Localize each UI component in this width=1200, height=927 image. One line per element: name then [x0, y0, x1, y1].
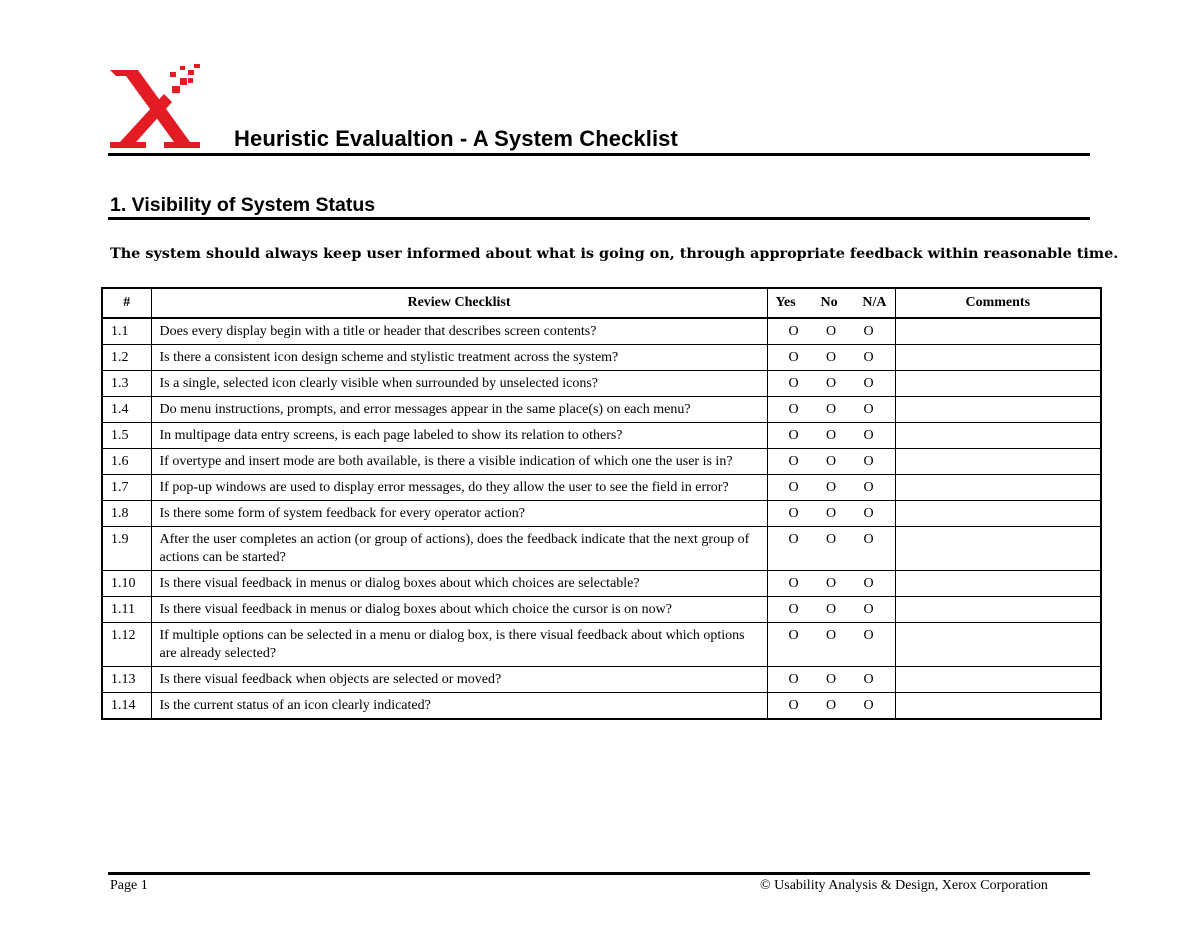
table-row	[102, 571, 1101, 597]
xerox-logo	[108, 64, 204, 148]
row-options	[767, 693, 895, 720]
row-options	[767, 597, 895, 623]
row-number: 1.8	[102, 501, 151, 527]
yes-radio[interactable]: O	[788, 324, 799, 339]
no-radio[interactable]: O	[825, 350, 837, 365]
yes-radio[interactable]: O	[788, 576, 799, 591]
row-question: Is the current status of an icon clearly indicated?	[151, 693, 767, 720]
page-number: Page 1	[110, 878, 148, 893]
row-number: 1.9	[102, 527, 151, 571]
row-question: Is there some form of system feedback for every operator action?	[151, 501, 767, 527]
row-comments-cell[interactable]	[895, 423, 1101, 449]
na-radio[interactable]: O	[863, 376, 874, 391]
logo-pixel	[194, 64, 200, 68]
row-question: If overtype and insert mode are both available, is there a visible indication of which one the user is in?	[151, 449, 767, 475]
row-question: If multiple options can be selected in a menu or dialog box, is there visual feedback about which options are already selected?	[151, 623, 767, 667]
na-radio[interactable]: O	[863, 628, 874, 643]
row-options	[767, 397, 895, 423]
table-row	[102, 667, 1101, 693]
row-number: 1.14	[102, 693, 151, 720]
row-number: 1.2	[102, 345, 151, 371]
row-comments-cell[interactable]	[895, 371, 1101, 397]
col-header-num: #	[102, 288, 151, 318]
table-row	[102, 501, 1101, 527]
yes-radio[interactable]: O	[788, 402, 799, 417]
yes-radio[interactable]: O	[788, 506, 799, 521]
row-comments-cell[interactable]	[895, 693, 1101, 720]
na-radio[interactable]: O	[863, 454, 874, 469]
header-divider	[108, 153, 1090, 156]
na-radio[interactable]: O	[863, 350, 874, 365]
row-question: Is there visual feedback when objects are selected or moved?	[151, 667, 767, 693]
row-number: 1.3	[102, 371, 151, 397]
row-comments-cell[interactable]	[895, 667, 1101, 693]
na-radio[interactable]: O	[863, 602, 874, 617]
row-question: Is a single, selected icon clearly visible when surrounded by unselected icons?	[151, 371, 767, 397]
no-radio[interactable]: O	[825, 698, 837, 713]
table-row	[102, 423, 1101, 449]
section-divider	[108, 217, 1090, 220]
yes-radio[interactable]: O	[788, 628, 799, 643]
copyright: © Usability Analysis & Design, Xerox Corporation	[760, 878, 1048, 893]
no-radio[interactable]: O	[825, 480, 837, 495]
row-question: Is there visual feedback in menus or dialog boxes about which choices are selectable?	[151, 571, 767, 597]
table-row	[102, 371, 1101, 397]
logo-pixel	[170, 72, 176, 77]
yes-radio[interactable]: O	[788, 672, 799, 687]
footer-divider	[108, 872, 1090, 875]
no-radio[interactable]: O	[825, 402, 837, 417]
yes-radio[interactable]: O	[788, 602, 799, 617]
yes-radio[interactable]: O	[788, 376, 799, 391]
row-number: 1.11	[102, 597, 151, 623]
row-number: 1.12	[102, 623, 151, 667]
row-number: 1.5	[102, 423, 151, 449]
row-options	[767, 571, 895, 597]
na-radio[interactable]: O	[863, 480, 874, 495]
row-options	[767, 501, 895, 527]
na-radio[interactable]: O	[863, 324, 874, 339]
row-comments-cell[interactable]	[895, 318, 1101, 345]
table-row	[102, 475, 1101, 501]
na-radio[interactable]: O	[863, 576, 874, 591]
table-row	[102, 623, 1101, 667]
row-options	[767, 623, 895, 667]
no-radio[interactable]: O	[825, 576, 837, 591]
col-header-review: Review Checklist	[151, 288, 767, 318]
row-question: Do menu instructions, prompts, and error messages appear in the same place(s) on each menu?	[151, 397, 767, 423]
na-radio[interactable]: O	[863, 428, 874, 443]
section-heading: 1. Visibility of System Status	[110, 194, 376, 216]
col-header-yes: Yes	[775, 295, 796, 310]
logo-pixel	[188, 70, 194, 75]
row-question: If pop-up windows are used to display error messages, do they allow the user to see the field in error?	[151, 475, 767, 501]
row-comments-cell[interactable]	[895, 475, 1101, 501]
no-radio[interactable]: O	[825, 454, 837, 469]
na-radio[interactable]: O	[863, 532, 874, 547]
row-number: 1.4	[102, 397, 151, 423]
row-options	[767, 667, 895, 693]
row-comments-cell[interactable]	[895, 345, 1101, 371]
row-question: Is there a consistent icon design scheme and stylistic treatment across the system?	[151, 345, 767, 371]
col-header-na: N/A	[862, 295, 887, 310]
row-number: 1.7	[102, 475, 151, 501]
row-comments-cell[interactable]	[895, 397, 1101, 423]
no-radio[interactable]: O	[825, 324, 837, 339]
table-row	[102, 597, 1101, 623]
na-radio[interactable]: O	[863, 672, 874, 687]
yes-radio[interactable]: O	[788, 454, 799, 469]
na-radio[interactable]: O	[863, 402, 874, 417]
row-question: In multipage data entry screens, is each page labeled to show its relation to others?	[151, 423, 767, 449]
logo-pixel	[172, 86, 180, 93]
row-options	[767, 449, 895, 475]
row-number: 1.6	[102, 449, 151, 475]
na-radio[interactable]: O	[863, 698, 874, 713]
yes-radio[interactable]: O	[788, 428, 799, 443]
logo-pixel	[180, 66, 185, 70]
logo-pixel	[180, 78, 187, 85]
no-radio[interactable]: O	[825, 428, 837, 443]
no-radio[interactable]: O	[825, 376, 837, 391]
row-comments-cell[interactable]	[895, 449, 1101, 475]
col-header-no: No	[820, 295, 838, 310]
table-row	[102, 318, 1101, 345]
no-radio[interactable]: O	[825, 506, 837, 521]
yes-radio[interactable]: O	[788, 480, 799, 495]
table-row	[102, 345, 1101, 371]
no-radio[interactable]: O	[825, 532, 837, 547]
review-checklist-table	[101, 287, 1102, 720]
row-comments-cell[interactable]	[895, 623, 1101, 667]
no-radio[interactable]: O	[825, 672, 837, 687]
row-number: 1.13	[102, 667, 151, 693]
table-row	[102, 693, 1101, 720]
table-header-row	[102, 288, 1101, 318]
table-row	[102, 449, 1101, 475]
col-header-options	[767, 288, 895, 318]
no-radio[interactable]: O	[825, 602, 837, 617]
row-options	[767, 423, 895, 449]
col-header-comments: Comments	[895, 288, 1101, 318]
row-number: 1.10	[102, 571, 151, 597]
table-row	[102, 527, 1101, 571]
row-comments-cell[interactable]	[895, 571, 1101, 597]
row-question: Is there visual feedback in menus or dialog boxes about which choice the cursor is on now?	[151, 597, 767, 623]
yes-radio[interactable]: O	[788, 350, 799, 365]
row-options	[767, 527, 895, 571]
table-row	[102, 397, 1101, 423]
row-options	[767, 475, 895, 501]
yes-radio[interactable]: O	[788, 698, 799, 713]
heuristic-principle: The system should always keep user informed about what is going on, through appropriate feedback within reasonable time.	[110, 245, 1119, 262]
row-question: After the user completes an action (or group of actions), does the feedback indicate that the next group of actions can be started?	[151, 527, 767, 571]
row-comments-cell[interactable]	[895, 527, 1101, 571]
yes-radio[interactable]: O	[788, 532, 799, 547]
row-question: Does every display begin with a title or header that describes screen contents?	[151, 318, 767, 345]
logo-pixel	[188, 78, 193, 83]
na-radio[interactable]: O	[863, 506, 874, 521]
row-comments-cell[interactable]	[895, 597, 1101, 623]
no-radio[interactable]: O	[825, 628, 837, 643]
row-options	[767, 371, 895, 397]
row-options	[767, 345, 895, 371]
row-number: 1.1	[102, 318, 151, 345]
document-title: Heuristic Evalualtion - A System Checklist	[234, 126, 678, 151]
row-options	[767, 318, 895, 345]
row-comments-cell[interactable]	[895, 501, 1101, 527]
